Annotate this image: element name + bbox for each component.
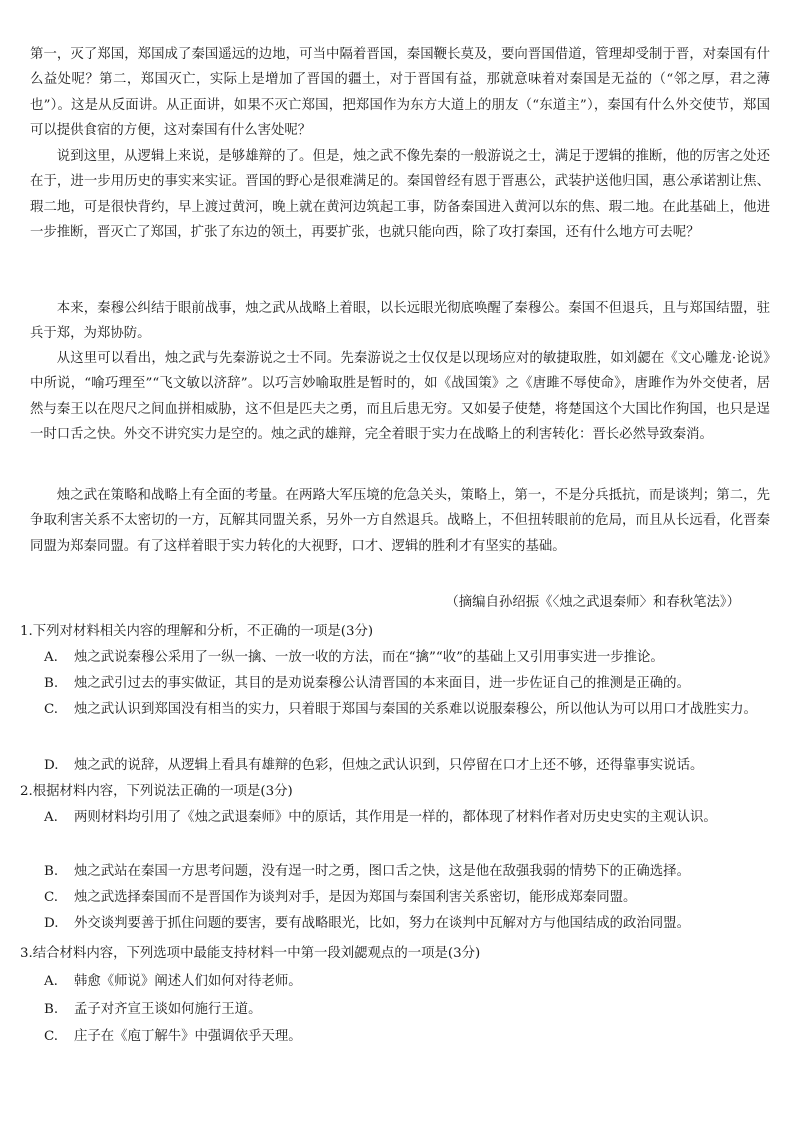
question-1-option-a — [44, 646, 784, 670]
question-2-option-d — [44, 912, 784, 936]
option-label: A. — [44, 810, 58, 825]
option-text: 两则材料均引用了《烛之武退秦师》中的原话，其作用是一样的，都体现了材料作者对历史史实的主观认识。 — [74, 810, 717, 825]
question-2-stem: 2.根据材料内容，下列说法正确的一项是(3分) — [20, 784, 293, 799]
question-1-option-b — [44, 672, 784, 696]
option-text: 韩愈《师说》阐述人们如何对待老师。 — [74, 974, 302, 989]
option-text: 烛之武选择秦国而不是晋国作为谈判对手，是因为郑国与秦国利害关系密切，能形成郑秦同盟。 — [74, 890, 637, 905]
option-text: 庄子在《庖丁解牛》中强调依乎天理。 — [74, 1029, 302, 1044]
question-3-option-c — [44, 1025, 784, 1049]
option-text: 烛之武认识到郑国没有相当的实力，只着眼于郑国与秦国的关系难以说服秦穆公，所以他认为可以用口才战胜实力。 — [74, 702, 757, 717]
question-2-option-c — [44, 886, 784, 910]
passage-source: （摘编自孙绍振《〈烛之武退秦师〉和春秋笔法》） — [445, 595, 740, 610]
option-label: C. — [44, 702, 59, 717]
option-label: B. — [44, 676, 59, 691]
option-label: C. — [44, 1029, 59, 1044]
question-2-option-a — [44, 806, 784, 830]
question-3-option-b — [44, 998, 784, 1022]
passage-paragraph-3: 本来，秦穆公纠结于眼前战事，烛之武从战略上着眼，以长远眼光彻底唤醒了秦穆公。秦国不但退兵，且与郑国结盟，驻兵于郑，为郑协防。 — [30, 301, 770, 342]
option-label: D. — [44, 758, 59, 773]
question-1-option-d — [44, 754, 784, 778]
option-label: B. — [44, 864, 59, 879]
option-text: 烛之武说秦穆公采用了一纵一擒、一放一收的方法，而在“擒”“收”的基础上又引用事实进一步推论。 — [74, 650, 664, 665]
question-3-option-a — [44, 970, 784, 994]
option-label: C. — [44, 890, 59, 905]
option-text: 孟子对齐宣王谈如何施行王道。 — [74, 1002, 262, 1017]
passage-paragraph-2: 说到这里，从逻辑上来说，是够雄辩的了。但是，烛之武不像先秦的一般游说之士，满足于逻辑的推断，他的厉害之处还在于，进一步用历史的事实来实证。晋国的野心是很难满足的。秦国曾经有恩于晋惠公，武装护送他归国，惠公承诺割让焦、瑕二地，可是很快背约，早上渡过黄河，晚上就在黄河边筑起工事，防备秦国进入黄河以东的焦、瑕二地。在此基础上，他进一步推断，晋灭亡了郑国，扩张了东边的领土，再要扩张，也就只能向西，除了攻打秦国，还有什么地方可去呢？ — [30, 149, 770, 241]
option-text: 外交谈判要善于抓住问题的要害，要有战略眼光，比如，努力在谈判中瓦解对方与他国结成的政治同盟。 — [74, 916, 690, 931]
question-1-option-c — [44, 698, 784, 722]
option-label: A. — [44, 974, 58, 989]
passage-paragraph-4: 从这里可以看出，烛之武与先秦游说之士不同。先秦游说之士仅仅是以现场应对的敏捷取胜，如刘勰在《文心雕龙·论说》中所说，“喻巧理至”“飞文敏以济辞”。以巧言妙喻取胜是暂时的，如《战国策》之《唐雎不辱使命》，唐雎作为外交使者，居然与秦王以在咫尺之间血拼相威胁，这不但是匹夫之勇，而且后患无穷。又如晏子使楚，将楚国这个大国比作狗国，也只是逞一时口舌之快。外交不讲究实力是空的。烛之武的雄辩，完全着眼于实力在战略上的利害转化：晋长必然导致秦消。 — [30, 351, 770, 443]
option-label: B. — [44, 1002, 59, 1017]
question-3-stem: 3.结合材料内容，下列选项中最能支持材料一中第一段刘勰观点的一项是(3分) — [20, 946, 481, 961]
passage-paragraph-1: 第一，灭了郑国，郑国成了秦国遥远的边地，可当中隔着晋国，秦国鞭长莫及，要向晋国借道，管理却受制于晋，对秦国有什么益处呢？第二，郑国灭亡，实际上是增加了晋国的疆土，对于晋国有益，那就意味着对秦国是无益的（“邻之厚，君之薄也”）。这是从反面讲。从正面讲，如果不灭亡郑国，把郑国作为东方大道上的朋友（“东道主”），秦国有什么外交使节，郑国可以提供食宿的方便，这对秦国有什么害处呢？ — [30, 47, 770, 139]
question-2-option-b — [44, 860, 784, 884]
option-label: D. — [44, 916, 59, 931]
option-label: A. — [44, 650, 58, 665]
option-text: 烛之武引过去的事实做证，其目的是劝说秦穆公认清晋国的本来面目，进一步佐证自己的推测是正确的。 — [74, 676, 690, 691]
option-text: 烛之武的说辞，从逻辑上看具有雄辩的色彩，但烛之武认识到，只停留在口才上还不够，还得靠事实说话。 — [74, 758, 704, 773]
question-1-stem: 1.下列对材料相关内容的理解和分析，不正确的一项是(3分) — [20, 624, 374, 639]
option-text: 烛之武站在秦国一方思考问题，没有逞一时之勇，图口舌之快，这是他在敌强我弱的情势下的正确选择。 — [74, 864, 690, 879]
passage-paragraph-5: 烛之武在策略和战略上有全面的考量。在两路大军压境的危急关头，策略上，第一，不是分兵抵抗，而是谈判；第二，先争取利害关系不太密切的一方，瓦解其同盟关系，另外一方自然退兵。战略上，不但扭转眼前的危局，而且从长远看，化晋秦同盟为郑秦同盟。有了这样着眼于实力转化的大视野，口才、逻辑的胜利才有坚实的基础。 — [30, 488, 770, 554]
